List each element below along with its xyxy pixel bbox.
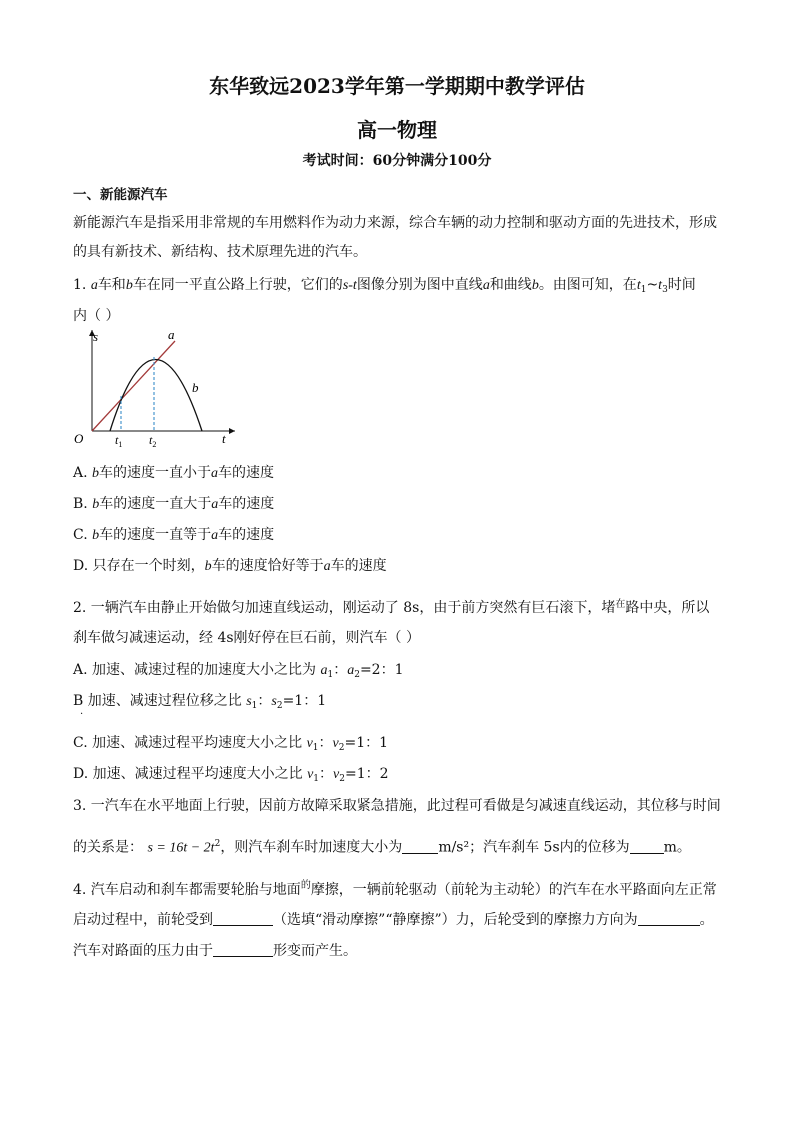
q3-stem-line-1: 3. 一汽车在水平地面上行驶，因前方故障采取紧急措施，此过程可看做是匀减速直线运动，其位移与时间 bbox=[73, 798, 721, 814]
q1-option-c[interactable]: C. b车的速度一直等于a车的速度 bbox=[73, 527, 275, 543]
line-a bbox=[92, 341, 175, 431]
origin-label: O bbox=[74, 431, 84, 446]
q4-stem-line-1: 4. 汽车启动和刹车都需要轮胎与地面$^的$摩擦，一辆前轮驱动（前轮为主动轮）的汽车在水平路面向左正常 bbox=[73, 880, 717, 898]
curve-b-label: b bbox=[192, 380, 199, 395]
intro-line-1: 新能源汽车是指采用非常规的车用燃料作为动力来源，综合车辆的动力控制和驱动方面的先进技术，形成 bbox=[73, 215, 717, 231]
q1-stem-line-2: 内（ ） bbox=[73, 308, 120, 324]
t1-label: $t_1$ bbox=[115, 433, 123, 449]
stray-dot: . bbox=[80, 706, 84, 717]
st-graph bbox=[70, 325, 240, 450]
q4-stem-line-2: 启动过程中，前轮受到 （选填“滑动摩擦”“静摩擦”）力，后轮受到的摩擦力方向为 。 bbox=[73, 912, 714, 928]
section-heading: 一、新能源汽车 bbox=[73, 187, 168, 203]
q4-blank-2[interactable] bbox=[638, 925, 700, 926]
q3-blank-1[interactable] bbox=[402, 853, 438, 854]
q1-option-b[interactable]: B. b车的速度一直大于a车的速度 bbox=[73, 496, 275, 512]
q1-option-d[interactable]: D. 只存在一个时刻，b车的速度恰好等于a车的速度 bbox=[73, 558, 387, 574]
q1-stem: 1. a车和b车在同一平直公路上行驶，它们的s-t图像分别为图中直线a和曲线b。由图可知，在$t_1\sim t_3$时间 bbox=[73, 277, 696, 295]
intro-line-2: 的具有新技术、新结构、技术原理先进的汽车。 bbox=[73, 244, 367, 260]
q2-option-d[interactable]: D. 加速、减速过程平均速度大小之比 $v_1$：$v_2=1$：2 bbox=[73, 766, 389, 784]
q1-option-a[interactable]: A. b车的速度一直小于a车的速度 bbox=[73, 465, 275, 481]
line-a-label: a bbox=[168, 327, 175, 342]
t2-label: $t_2$ bbox=[149, 433, 157, 449]
q2-option-c[interactable]: C. 加速、减速过程平均速度大小之比 $v_1$：$v_2=1$：1 bbox=[73, 735, 389, 753]
exam-title: 东华致远2023学年第一学期期中教学评估 bbox=[209, 74, 585, 98]
t-axis-label: t bbox=[222, 431, 226, 446]
q3-stem-line-2: 的关系是： $s = 16t - 2t^2$，则汽车刹车时加速度大小为 m/s²；汽车刹车 5s内的位移为 m。 bbox=[73, 839, 691, 856]
q4-blank-3[interactable] bbox=[213, 956, 273, 957]
q3-formula: s = 16t − 2t bbox=[147, 840, 215, 856]
s-axis-label: s bbox=[93, 329, 99, 344]
q3-blank-2[interactable] bbox=[630, 853, 664, 854]
subject-title: 高一物理 bbox=[357, 118, 437, 142]
exam-info: 考试时间：60分钟满分100分 bbox=[302, 153, 492, 169]
curve-b bbox=[110, 360, 202, 432]
q4-stem-line-3: 汽车对路面的压力由于 形变而产生。 bbox=[73, 943, 357, 959]
q4-blank-1[interactable] bbox=[213, 925, 273, 926]
q2-stem-line-1: 2. 一辆汽车由静止开始做匀加速直线运动，刚运动了 8s，由于前方突然有巨石滚下，堵$^在$路中央，所以 bbox=[73, 599, 710, 616]
q2-stem-line-2: 刹车做匀减速运动，经 4s刚好停在巨石前，则汽车（ ） bbox=[73, 630, 420, 646]
q2-option-b[interactable]: B 加速、减速过程位移之比 $s_1$：$s_2=1$：1 bbox=[73, 693, 327, 711]
q2-option-a[interactable]: A. 加速、减速过程的加速度大小之比为 $a_1$：$a_2=2$：1 bbox=[73, 662, 404, 680]
